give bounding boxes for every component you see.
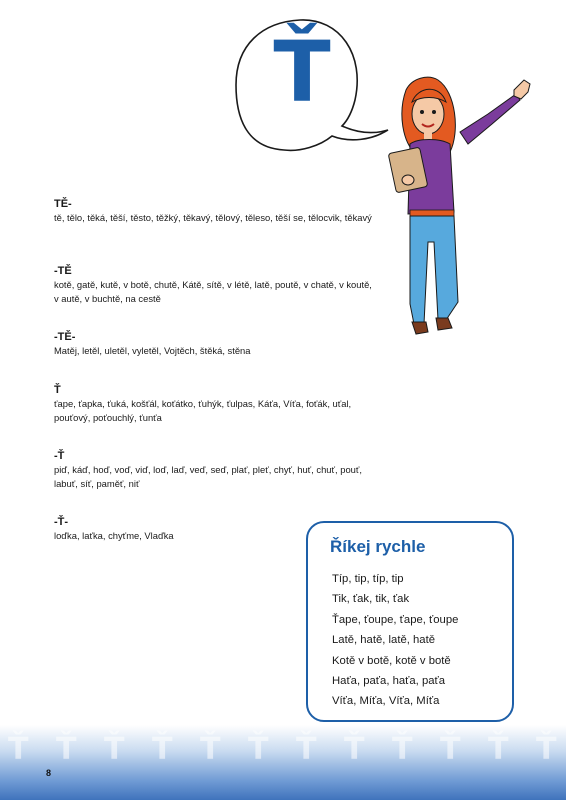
footer-letter-mark: Ť (488, 732, 509, 767)
section-words: tě, tělo, těká, těší, těsto, těžký, těkavý, tělový, těleso, těší se, tělocvik, těkavý (54, 212, 372, 223)
box-line: Tik, ťak, tik, ťak (332, 593, 410, 606)
featured-letter: Ť (273, 23, 331, 121)
box-line: Kotě v botě, kotě v botě (332, 654, 451, 667)
footer-letter-mark: Ť (248, 732, 269, 767)
footer-letter-mark: Ť (104, 732, 125, 767)
section-heading: TĚ- (54, 198, 72, 210)
section-heading: -Ť- (54, 516, 69, 528)
girl-illustration (388, 72, 538, 340)
footer-letter-mark: Ť (296, 732, 317, 767)
section-te-start (54, 197, 374, 225)
section-words: Matěj, letěl, uletěl, vyletěl, Vojtěch, štěká, stěna (54, 345, 251, 356)
section-te-end (54, 264, 374, 306)
page-number: 8 (46, 768, 52, 778)
box-lines (332, 569, 458, 712)
footer-letter-mark: Ť (152, 732, 173, 767)
box-line: Haťa, paťa, haťa, paťa (332, 675, 446, 688)
footer-letter-mark: Ť (200, 732, 221, 767)
footer-letter-mark: Ť (536, 732, 557, 767)
box-line: Ťape, ťoupe, ťape, ťoupe (332, 613, 459, 626)
section-t-caron (54, 383, 374, 425)
box-line: Típ, tip, típ, tip (332, 573, 404, 585)
footer-letter-mark: Ť (344, 732, 365, 767)
footer-letter-mark: Ť (56, 732, 77, 767)
box-line: Latě, hatě, latě, hatě (332, 634, 436, 647)
box-line: Víťa, Míťa, Víťa, Míťa (332, 695, 440, 708)
footer-letter-mark: Ť (440, 732, 461, 767)
tongue-twister-box (306, 521, 514, 722)
section-words: piď, káď, hoď, voď, viď, loď, laď, veď, seď, plať, pleť, chyť, huť, chuť, pouť, labuť, síť, paměť, niť (54, 464, 362, 489)
footer-letter-mark: Ť (392, 732, 413, 767)
section-t-caron-end (54, 449, 374, 491)
section-heading: -Ť (54, 450, 65, 462)
footer-letter-pattern (0, 725, 566, 800)
section-heading: Ť (54, 384, 61, 396)
section-te-middle (54, 330, 374, 358)
footer-letter-mark: Ť (8, 732, 29, 767)
footer-band (0, 725, 566, 800)
section-words: kotě, gatě, kutě, v botě, chutě, Kátě, sítě, v létě, latě, poutě, v chatě, v koutě, v autě, v buchtě, na cestě (54, 279, 372, 304)
section-heading: -TĚ (54, 265, 72, 277)
section-words: loďka, laťka, chyťme, Vlaďka (54, 530, 174, 541)
section-words: ťape, ťapka, ťuká, košťál, koťátko, ťuhýk, ťulpas, Káťa, Víťa, foťák, uťal, pouťový, poťouchlý, ťunťa (54, 398, 352, 423)
section-heading: -TĚ- (54, 331, 76, 343)
box-title: Říkej rychle (330, 537, 426, 556)
